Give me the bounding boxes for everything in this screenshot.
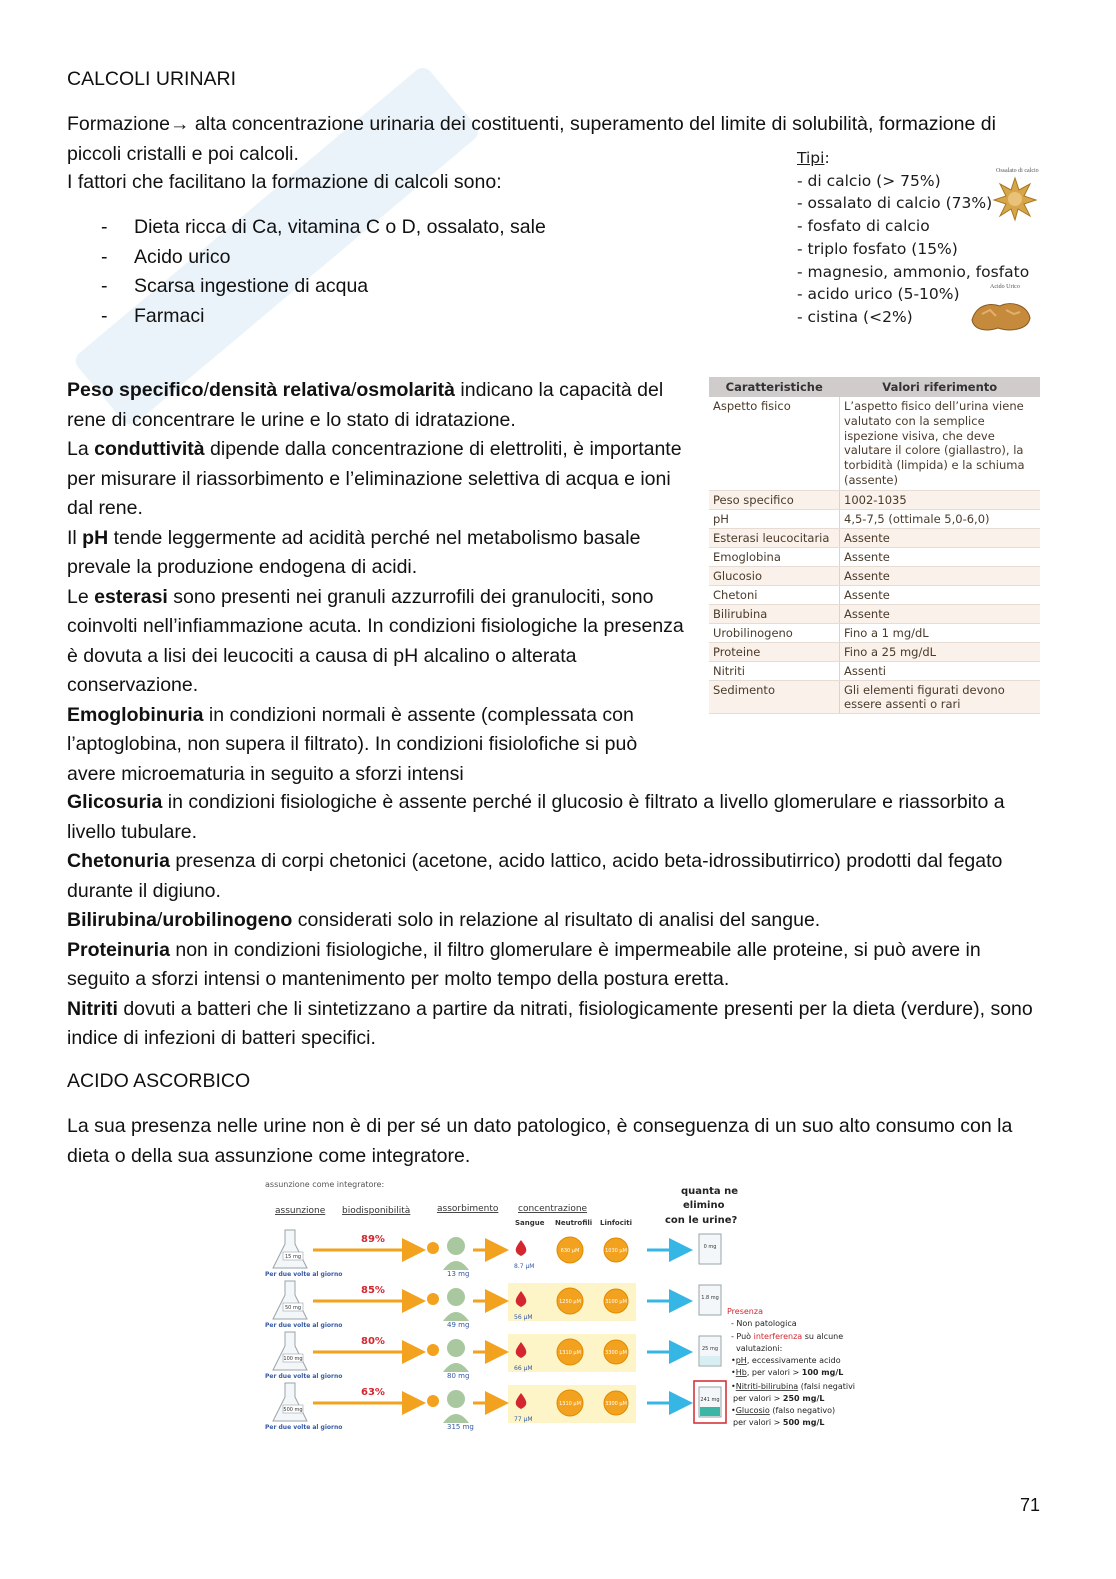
list-item: - Scarsa ingestione di acqua xyxy=(67,272,546,302)
section-heading-calcoli: CALCOLI URINARI xyxy=(67,68,237,90)
oxalate-crystal-image xyxy=(992,176,1038,222)
beaker-liquid xyxy=(700,1356,720,1365)
dose-note: Per due volte al giorno xyxy=(265,1424,343,1431)
neutrophil-value: 630 µM xyxy=(560,1248,580,1254)
table-row: Bilirubina Assente xyxy=(709,604,1040,623)
presenza-line: valutazioni: xyxy=(736,1344,783,1353)
table-row: Peso specifico 1002-1035 xyxy=(709,490,1040,509)
urine-parameters-narrow xyxy=(67,376,695,789)
oxalate-caption: Ossalato di calcio xyxy=(996,168,1039,174)
paragraph-hemoglobinuria: Emoglobinuria in condizioni normali è assente (complessata con l’aptoglobina, non supera il filtrato). In condizioni fisiolofiche si può avere microematuria in seguito a sforzi intensi xyxy=(67,703,638,785)
absorbed-value: 80 mg xyxy=(447,1372,470,1380)
section-heading-ascorbic: ACIDO ASCORBICO xyxy=(67,1070,251,1092)
urine-value: 0 mg xyxy=(703,1244,717,1250)
beaker-liquid xyxy=(700,1407,720,1416)
fruit-icon xyxy=(427,1242,439,1254)
lymphocyte-value: 3100 µM xyxy=(605,1299,627,1305)
table-row: Chetoni Assente xyxy=(709,585,1040,604)
blood-value: 66 µM xyxy=(514,1365,533,1372)
head-icon xyxy=(447,1237,465,1255)
blood-value: 8.7 µM xyxy=(514,1263,535,1270)
urine-parameters-wide xyxy=(67,788,1042,1054)
vitamin-c-figure xyxy=(255,1180,855,1432)
paragraph-conductivity: La conduttività dipende dalla concentrazione di elettroliti, è importante per misurare il riassorbimento e l’eliminazione selettiva di acqua e ioni dal rene. xyxy=(67,438,682,519)
table-row: Sedimento Gli elementi figurati devono essere assenti o rari xyxy=(709,680,1040,713)
stone-type: - cistina (<2%) xyxy=(797,307,913,326)
stone-type: - ossalato di calcio (73%) xyxy=(797,194,993,213)
list-item: - Dieta ricca di Ca, vitamina C o D, ossalato, sale xyxy=(67,213,546,243)
arrow-right-icon: → xyxy=(169,113,190,135)
paragraph-specific-gravity: Peso specifico/densità relativa/osmolarità indicano la capacità del rene di concentrare le urine e lo stato di idratazione. xyxy=(67,379,664,431)
factors-list xyxy=(67,213,546,331)
paragraph-nitrites: Nitriti dovuti a batteri che li sintetizzano a partire da nitrati, fisiologicamente presenti per la dieta (verdure), sono indice di infezioni di batteri specifici. xyxy=(67,997,1033,1049)
formation-paragraph: Formazione→ alta concentrazione urinaria dei costituenti, superamento del limite di solubilità, formazione di piccoli cristalli e poi calcoli. xyxy=(67,113,996,165)
dose-note: Per due volte al giorno xyxy=(265,1322,343,1329)
paragraph-esterases: Le esterasi sono presenti nei granuli azzurrofili dei granulociti, sono coinvolti nell’infiammazione acuta. In condizioni fisiologiche la presenza è dovuta a lisi dei leucociti a causa di pH alcalino o alterata conservazione. xyxy=(67,585,684,696)
body-icon xyxy=(443,1414,469,1423)
presenza-title: Presenza xyxy=(727,1307,763,1316)
paragraph-ketonuria: Chetonuria presenza di corpi chetonici (acetone, acido lattico, acido beta-idrossibutirrico) prodotti dal fegato durante il digiuno. xyxy=(67,850,1003,902)
factors-intro: I fattori che facilitano la formazione di calcoli sono: xyxy=(67,171,502,193)
col-header: assunzione xyxy=(275,1206,326,1216)
table-header: Caratteristiche xyxy=(709,377,840,397)
presenza-line: •Hb, per valori > 100 mg/L xyxy=(731,1368,844,1377)
stone-types-box: Tipi: - di calcio (> 75%) - ossalato di calcio (73%) - fosfato di calcio - triplo fosfato (15%) - magnesio, ammonio, fosfato - acido urico (5-10%) - cistina (<2%) xyxy=(797,147,1037,329)
question-line: elimino xyxy=(683,1200,725,1211)
col-header: concentrazione xyxy=(518,1204,588,1214)
stone-types-title: Tipi xyxy=(797,149,825,167)
paragraph-glycosuria: Glicosuria in condizioni fisiologiche è assente perché il glucosio è filtrato a livello glomerulare e riassorbito a livello tubulare. xyxy=(67,791,1005,843)
table-row: Glucosio Assente xyxy=(709,566,1040,585)
list-item: - Farmaci xyxy=(67,302,546,332)
body-icon xyxy=(443,1312,469,1321)
dose-note: Per due volte al giorno xyxy=(265,1373,343,1380)
stone-type: - triplo fosfato (15%) xyxy=(797,239,958,258)
presenza-line: - Può interferenza su alcune xyxy=(731,1332,844,1341)
presenza-line: per valori > 500 mg/L xyxy=(733,1418,825,1427)
flask-icon xyxy=(273,1383,307,1421)
stone-type: - di calcio (> 75%) xyxy=(797,171,941,190)
stone-type: - acido urico (5-10%) xyxy=(797,285,960,304)
dose-note: Per due volte al giorno xyxy=(265,1271,343,1278)
table-row: Urobilinogeno Fino a 1 mg/dL xyxy=(709,623,1040,642)
dose-label: 50 mg xyxy=(285,1305,301,1311)
body-icon xyxy=(443,1363,469,1372)
dose-label: 500 mg xyxy=(283,1407,303,1413)
blood-value: 56 µM xyxy=(514,1314,533,1321)
paragraph-proteinuria: Proteinuria non in condizioni fisiologiche, il filtro glomerulare è impermeabile alle proteine, si può avere in seguito a sforzi intensi o mantenimento per molto tempo della postura eretta. xyxy=(67,938,981,990)
page-number: 71 xyxy=(1020,1495,1041,1515)
stone-type: - magnesio, ammonio, fosfato xyxy=(797,262,1030,281)
neutrophil-value: 1310 µM xyxy=(559,1350,581,1356)
sub-header: Linfociti xyxy=(600,1219,632,1227)
table-row: pH 4,5-7,5 (ottimale 5,0-6,0) xyxy=(709,509,1040,528)
table-row: Esterasi leucocitaria Assente xyxy=(709,528,1040,547)
absorbed-value: 13 mg xyxy=(447,1270,470,1278)
question-line: quanta ne xyxy=(681,1186,739,1197)
presenza-line: •Glucosio (falso negativo) xyxy=(731,1406,836,1415)
lymphocyte-value: 3300 µM xyxy=(605,1401,627,1407)
lymphocyte-value: 3300 µM xyxy=(605,1350,627,1356)
dose-label: 15 mg xyxy=(285,1254,301,1260)
stone-type: - fosfato di calcio xyxy=(797,217,930,236)
table-row: Emoglobina Assente xyxy=(709,547,1040,566)
lymphocyte-value: 1030 µM xyxy=(605,1248,627,1254)
body-icon xyxy=(443,1261,469,1270)
presenza-line: per valori > 250 mg/L xyxy=(733,1394,825,1403)
table-row: Aspetto fisico L’aspetto fisico dell’urina viene valutato con la semplice ispezione visiva, che deve valutare il colore (giallastro), la torbidità (limpida) e la schiuma (assente) xyxy=(709,397,1040,490)
uric-caption: Acido Urico xyxy=(990,284,1020,290)
neutrophil-value: 1250 µM xyxy=(559,1299,581,1305)
flask-icon xyxy=(273,1230,307,1268)
table-header: Valori riferimento xyxy=(840,377,1041,397)
reference-values-table xyxy=(709,377,1040,714)
sub-header: Sangue xyxy=(515,1219,545,1227)
fruit-icon xyxy=(427,1344,439,1356)
flask-icon xyxy=(273,1281,307,1319)
uric-acid-stone-image xyxy=(970,298,1032,334)
table-row: Nitriti Assenti xyxy=(709,661,1040,680)
fruit-icon xyxy=(427,1395,439,1407)
table-row: Proteine Fino a 25 mg/dL xyxy=(709,642,1040,661)
beaker-liquid xyxy=(700,1305,720,1314)
beaker-liquid xyxy=(700,1254,720,1263)
urine-value: 1.8 mg xyxy=(701,1295,719,1301)
paragraph-ph: Il pH tende leggermente ad acidità perché nel metabolismo basale prevale la produzione endogena di acidi. xyxy=(67,526,641,578)
absorbed-value: 49 mg xyxy=(447,1321,470,1329)
list-item: - Acido urico xyxy=(67,243,546,273)
col-header: biodisponibilità xyxy=(342,1206,411,1216)
blood-drop-icon xyxy=(516,1240,527,1256)
presenza-line: - Non patologica xyxy=(731,1319,797,1328)
bioavailability-value: 85% xyxy=(361,1285,385,1296)
ascorbic-paragraph: La sua presenza nelle urine non è di per sé un dato patologico, è conseguenza di un suo alto consumo con la dieta o della sua assunzione come integratore. xyxy=(67,1115,1013,1167)
blood-value: 77 µM xyxy=(514,1416,533,1423)
bioavailability-value: 63% xyxy=(361,1387,385,1398)
flask-icon xyxy=(273,1332,307,1370)
urine-value: 25 mg xyxy=(702,1346,718,1352)
head-icon xyxy=(447,1288,465,1306)
paragraph-bilirubin: Bilirubina/urobilinogeno considerati solo in relazione al risultato di analisi del sangue. xyxy=(67,909,821,931)
absorbed-value: 315 mg xyxy=(447,1423,474,1431)
dose-label: 100 mg xyxy=(283,1356,303,1362)
urine-value: 241 mg xyxy=(700,1397,720,1403)
bioavailability-value: 80% xyxy=(361,1336,385,1347)
question-line: con le urine? xyxy=(665,1215,738,1226)
bioavailability-value: 89% xyxy=(361,1234,385,1245)
neutrophil-value: 1310 µM xyxy=(559,1401,581,1407)
sub-header: Neutrofili xyxy=(555,1219,593,1227)
presenza-line: •Nitriti-bilirubina (falsi negativi xyxy=(731,1382,855,1391)
figure-cut-caption: assunzione come integratore: xyxy=(265,1180,385,1189)
presenza-line: •pH, eccessivamente acido xyxy=(731,1356,841,1365)
col-header: assorbimento xyxy=(437,1204,499,1214)
fruit-icon xyxy=(427,1293,439,1305)
head-icon xyxy=(447,1390,465,1408)
head-icon xyxy=(447,1339,465,1357)
